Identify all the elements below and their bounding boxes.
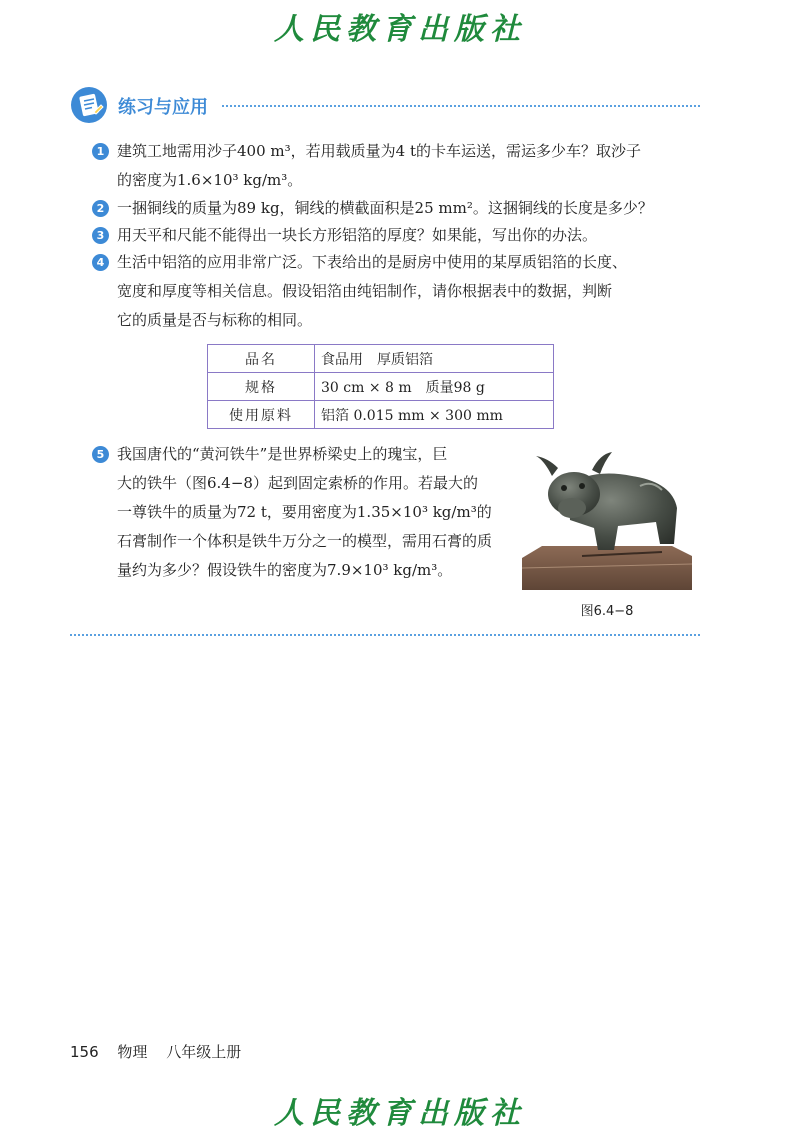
problem-number-badge: 5 — [92, 446, 109, 463]
problem-1 — [92, 137, 702, 195]
table-value-cell: 铝箔 0.015 mm × 300 mm — [315, 401, 554, 429]
page-footer — [70, 1041, 255, 1062]
problem-3 — [92, 221, 702, 250]
table-row — [208, 401, 554, 429]
table-value-cell: 30 cm × 8 m 质量98 g — [315, 373, 554, 401]
publisher-logo-top: 人民教育出版社 — [274, 12, 526, 47]
exercise-icon — [70, 86, 108, 124]
problem-number-badge: 2 — [92, 200, 109, 217]
table-label-cell: 使用原料 — [208, 401, 315, 429]
problem-number-badge: 1 — [92, 143, 109, 160]
table-row — [208, 373, 554, 401]
subject-label: 物理 — [117, 1043, 148, 1061]
figure-caption: 图6.4−8 — [580, 604, 634, 619]
problem-text-line: 量约为多少？假设铁牛的密度为7.9×10³ kg/m³。 — [117, 561, 453, 579]
table-value-cell: 食品用 厚质铝箔 — [315, 345, 554, 373]
grade-label: 八年级上册 — [166, 1043, 242, 1061]
problem-text-line: 的密度为1.6×10³ kg/m³。 — [117, 171, 303, 189]
problem-number-badge: 3 — [92, 227, 109, 244]
foil-spec-table — [207, 344, 554, 429]
problem-2 — [92, 194, 702, 223]
problem-4 — [92, 248, 702, 335]
problem-text-line: 建筑工地需用沙子400 m³，若用载质量为4 t的卡车运送，需运多少车？取沙子 — [117, 142, 641, 160]
section-title: 练习与应用 — [118, 97, 208, 118]
problem-text-line: 宽度和厚度等相关信息。假设铝箔由纯铝制作，请你根据表中的数据，判断 — [117, 282, 613, 300]
problem-text-line: 我国唐代的“黄河铁牛”是世界桥梁史上的瑰宝，巨 — [117, 445, 448, 463]
iron-ox-photo — [522, 446, 692, 590]
problem-text-line: 生活中铝箔的应用非常广泛。下表给出的是厨房中使用的某厚质铝箔的长度、 — [117, 253, 628, 271]
section-header — [70, 86, 700, 126]
publisher-logo-bottom: 人民教育出版社 — [274, 1096, 526, 1131]
problem-text-line: 一捆铜线的质量为89 kg，铜线的横截面积是25 mm²。这捆铜线的长度是多少？ — [117, 199, 653, 217]
table-label-cell: 规格 — [208, 373, 315, 401]
problem-number-badge: 4 — [92, 254, 109, 271]
page-number: 156 — [70, 1043, 99, 1061]
problem-text-line: 石膏制作一个体积是铁牛万分之一的模型，需用石膏的质 — [117, 532, 493, 550]
problem-text-line: 大的铁牛（图6.4−8）起到固定索桥的作用。若最大的 — [117, 474, 478, 492]
header-dotted-rule — [222, 105, 700, 107]
problem-text-line: 它的质量是否与标称的相同。 — [117, 311, 313, 329]
table-row — [208, 345, 554, 373]
problem-text-line: 一尊铁牛的质量为72 t，要用密度为1.35×10³ kg/m³的 — [117, 503, 492, 521]
problem-5 — [92, 440, 512, 585]
table-label-cell: 品名 — [208, 345, 315, 373]
problem-text-line: 用天平和尺能不能得出一块长方形铝箔的厚度？如果能，写出你的办法。 — [117, 226, 598, 244]
section-end-dotted-rule — [70, 634, 700, 636]
